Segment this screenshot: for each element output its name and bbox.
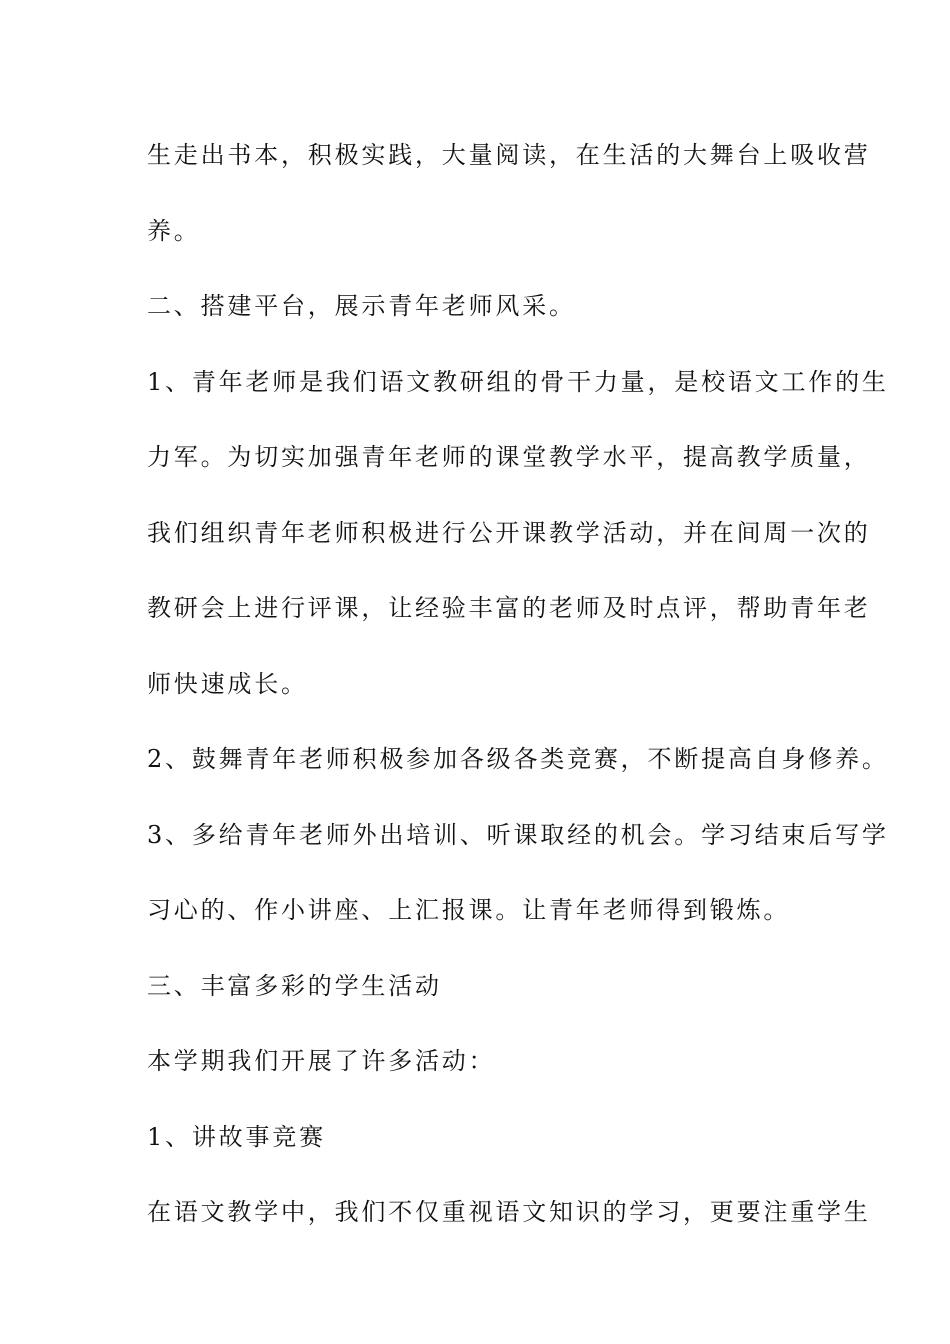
text-line: 1、青年老师是我们语文教研组的骨干力量，是校语文工作的生 — [147, 367, 889, 396]
section-heading: 二、搭建平台，展示青年老师风采。 — [147, 292, 576, 320]
text-line: 生走出书本，积极实践，大量阅读，在生活的大舞台上吸收营 — [147, 141, 871, 169]
document-body — [147, 138, 889, 1271]
subsection-heading: 1、讲故事竞赛 — [147, 1122, 326, 1151]
text-line: 力军。为切实加强青年老师的课堂教学水平，提高教学质量， — [147, 443, 871, 471]
text-line: 教研会上进行评课，让经验丰富的老师及时点评，帮助青年老 — [147, 594, 871, 622]
text-line: 养。 — [147, 216, 201, 245]
text-line: 习心的、作小讲座、上汇报课。让青年老师得到锻炼。 — [147, 896, 791, 924]
text-line: 在语文教学中，我们不仅重视语文知识的学习，更要注重学生 — [147, 1198, 871, 1226]
text-line: 我们组织青年老师积极进行公开课教学活动，并在间周一次的 — [147, 518, 871, 547]
section-heading: 三、丰富多彩的学生活动 — [147, 971, 442, 1000]
text-line: 本学期我们开展了许多活动： — [147, 1047, 496, 1075]
text-line: 师快速成长。 — [147, 669, 308, 698]
text-line: 2、鼓舞青年老师积极参加各级各类竞赛，不断提高自身修养。 — [147, 745, 889, 773]
text-line: 3、多给青年老师外出培训、听课取经的机会。学习结束后写学 — [147, 820, 889, 849]
